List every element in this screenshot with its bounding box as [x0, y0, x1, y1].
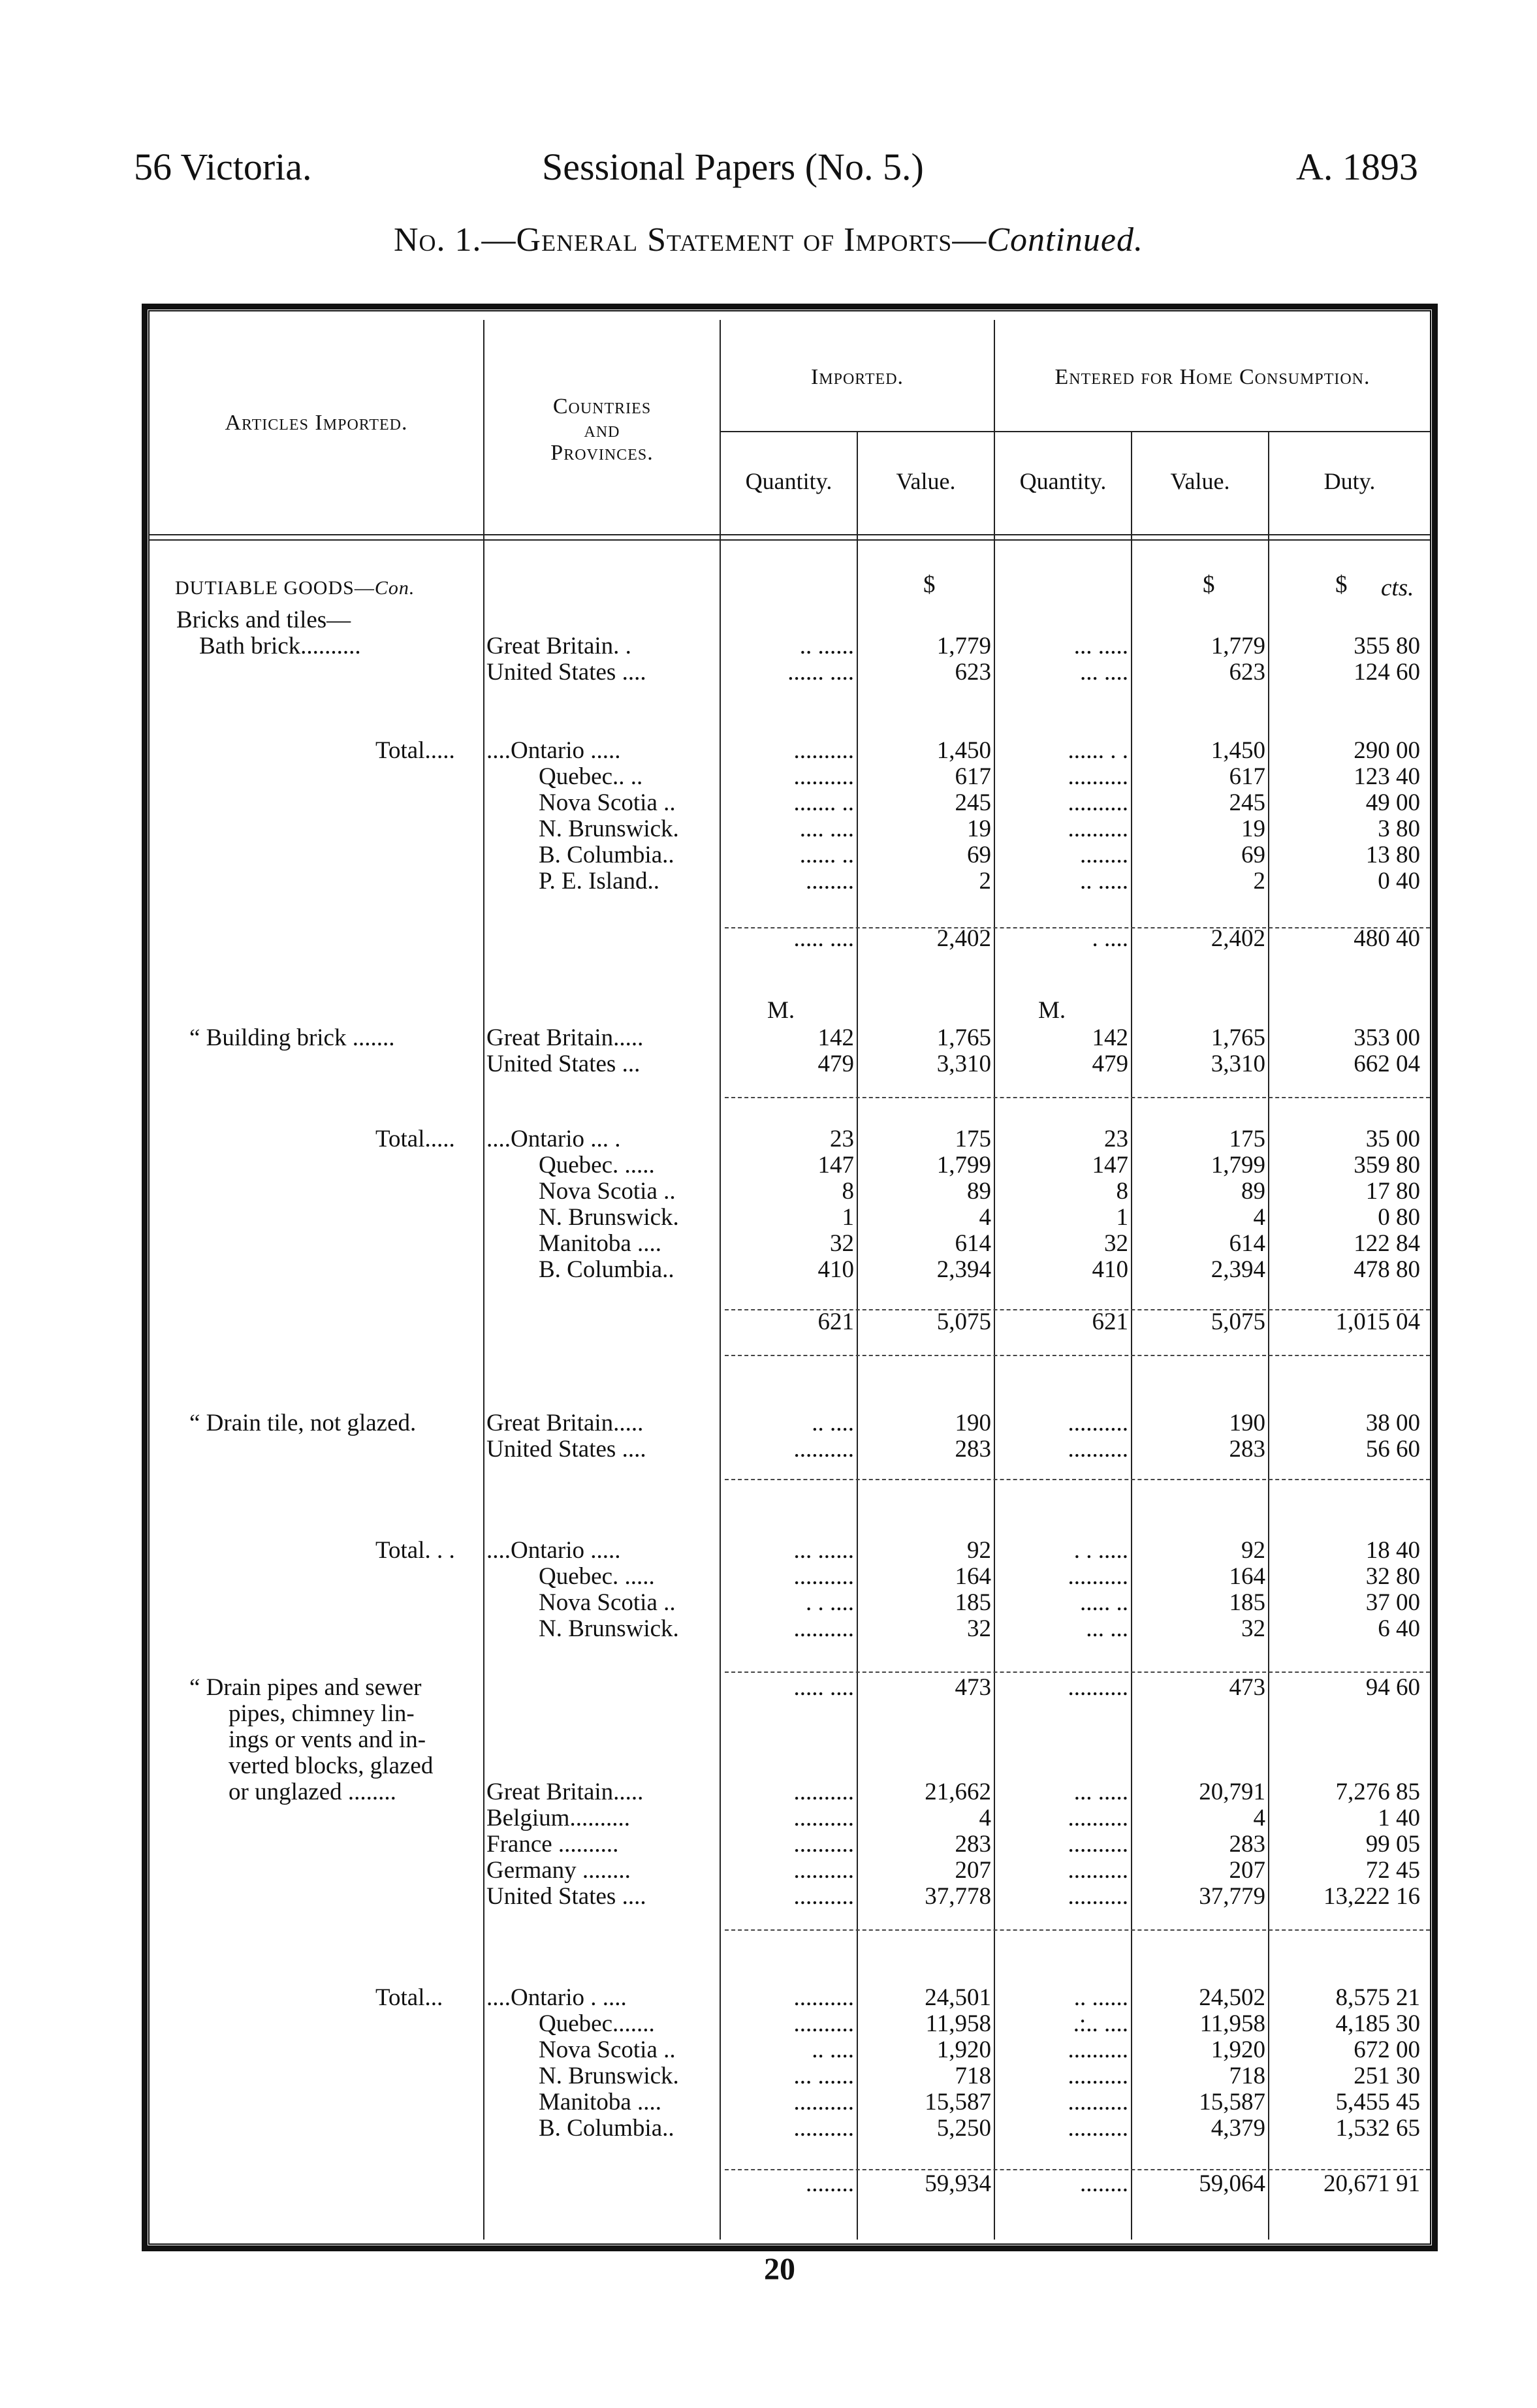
imported-value: 15,587: [925, 2089, 991, 2115]
entered-value: 614: [1229, 1230, 1265, 1257]
imported-quantity: ..... ....: [793, 1674, 854, 1701]
article-name: pipes, chimney lin-: [229, 1700, 415, 1727]
imported-value: 207: [955, 1857, 991, 1884]
imported-quantity: ..........: [793, 2010, 854, 2037]
duty-amount: 0 40: [1378, 868, 1420, 895]
entered-value: 24,502: [1199, 1984, 1265, 2011]
entered-quantity: .. .....: [1080, 868, 1128, 895]
imported-value: 1,799: [936, 1152, 991, 1179]
col-imp-quantity: Quantity.: [745, 468, 832, 494]
imported-value: 3,310: [936, 1051, 991, 1077]
country-name: B. Columbia..: [539, 842, 674, 868]
entered-quantity: ...... . .: [1068, 737, 1128, 764]
imported-quantity: ..........: [793, 2115, 854, 2142]
entered-value: 3,310: [1211, 1051, 1265, 1077]
col-countries-line2: and: [584, 417, 620, 442]
imported-value: 164: [955, 1563, 991, 1590]
country-name: P. E. Island..: [539, 868, 659, 895]
imported-quantity: ........: [806, 2170, 854, 2197]
duty-amount: 38 00: [1365, 1410, 1420, 1436]
entered-quantity: ........: [1080, 842, 1128, 868]
article-name: Total.....: [375, 1126, 455, 1152]
article-name: “ Drain tile, not glazed.: [189, 1410, 417, 1436]
article-name: Total. . .: [375, 1537, 455, 1564]
entered-value: 718: [1229, 2063, 1265, 2089]
duty-amount: 32 80: [1365, 1563, 1420, 1590]
imported-value: 59,934: [925, 2170, 991, 2197]
entered-quantity: 142: [1092, 1024, 1128, 1051]
entered-quantity: 32: [1104, 1230, 1128, 1257]
country-name: Quebec. .....: [539, 1563, 655, 1590]
imported-value: 11,958: [925, 2010, 991, 2037]
imported-quantity: .. ....: [812, 2036, 854, 2063]
duty-amount: 355 80: [1354, 633, 1420, 659]
duty-amount: 480 40: [1354, 925, 1420, 952]
duty-amount: 94 60: [1365, 1674, 1420, 1701]
entered-quantity: ... ...: [1086, 1615, 1128, 1642]
section-label-continued: Con.: [374, 577, 415, 599]
imported-value: 4: [979, 1805, 991, 1831]
country-name: ....Ontario . ....: [486, 1984, 627, 2011]
imported-quantity: ..........: [793, 1984, 854, 2011]
duty-amount: 37 00: [1365, 1589, 1420, 1616]
imported-quantity: 410: [817, 1256, 854, 1283]
imported-value: 69: [967, 842, 991, 868]
duty-amount: 6 40: [1378, 1615, 1420, 1642]
duty-amount: 56 60: [1365, 1436, 1420, 1463]
imported-quantity: ..........: [793, 1883, 854, 1910]
imported-quantity: ..........: [793, 1831, 854, 1858]
entered-quantity: 23: [1104, 1126, 1128, 1152]
country-name: France ..........: [486, 1831, 619, 1858]
duty-amount: 672 00: [1354, 2036, 1420, 2063]
entered-value: 2,394: [1211, 1256, 1265, 1283]
imported-value: 2,402: [936, 925, 991, 952]
country-name: Great Britain.....: [486, 1779, 644, 1805]
entered-value: 1,450: [1211, 737, 1265, 764]
country-name: Nova Scotia ..: [539, 1178, 676, 1205]
cents-label: cts.: [1381, 575, 1414, 601]
country-name: Quebec.. ..: [539, 763, 643, 790]
entered-quantity: 621: [1092, 1308, 1128, 1335]
imported-quantity: ..... ....: [793, 925, 854, 952]
duty-amount: 1 40: [1378, 1805, 1420, 1831]
entered-value: 4: [1253, 1805, 1265, 1831]
entered-value: 19: [1241, 816, 1265, 842]
col-countries-line3: Provinces.: [550, 441, 654, 466]
entered-quantity: ..........: [1068, 1436, 1128, 1463]
dollar-sign: $: [1203, 571, 1215, 598]
imported-quantity: 23: [830, 1126, 854, 1152]
imported-quantity: ..........: [793, 1563, 854, 1590]
duty-amount: 7,276 85: [1335, 1779, 1420, 1805]
entered-value: 32: [1241, 1615, 1265, 1642]
col-ent-value: Value.: [1170, 468, 1230, 494]
entered-quantity: ..........: [1068, 763, 1128, 790]
imported-quantity: ..........: [793, 2089, 854, 2115]
country-name: N. Brunswick.: [539, 816, 679, 842]
imported-value: 190: [955, 1410, 991, 1436]
rule-header-bottom-2: [150, 539, 1430, 541]
imported-quantity: ..........: [793, 737, 854, 764]
imported-value: 245: [955, 789, 991, 816]
col-entered: Entered for Home Consumption.: [1054, 365, 1371, 389]
entered-quantity: ... .....: [1073, 1779, 1128, 1805]
entered-quantity: . ....: [1092, 925, 1128, 952]
duty-amount: 18 40: [1365, 1537, 1420, 1564]
section-label: [175, 575, 415, 602]
dollar-sign: $: [923, 571, 936, 598]
country-name: Belgium..........: [486, 1805, 630, 1831]
duty-amount: 8,575 21: [1335, 1984, 1420, 2011]
imported-value: 37,778: [925, 1883, 991, 1910]
imported-quantity: ...... ....: [787, 659, 854, 686]
imported-value: 2: [979, 868, 991, 895]
entered-quantity: ..........: [1068, 2089, 1128, 2115]
entered-quantity: ..........: [1068, 1674, 1128, 1701]
article-name: Total...: [375, 1984, 443, 2011]
duty-amount: 124 60: [1354, 659, 1420, 686]
duty-amount: 1,532 65: [1335, 2115, 1420, 2142]
entered-value: 5,075: [1211, 1308, 1265, 1335]
duty-amount: 1,015 04: [1335, 1308, 1420, 1335]
entered-quantity: 1: [1116, 1204, 1128, 1231]
duty-amount: 353 00: [1354, 1024, 1420, 1051]
imported-value: 473: [955, 1674, 991, 1701]
entered-quantity: ..........: [1068, 1563, 1128, 1590]
sum-rule: [725, 1355, 1430, 1356]
entered-value: 59,064: [1199, 2170, 1265, 2197]
duty-amount: 290 00: [1354, 737, 1420, 764]
rule-articles: [483, 320, 484, 2240]
entered-value: 623: [1229, 659, 1265, 686]
duty-amount: 13 80: [1365, 842, 1420, 868]
imported-quantity: ........: [806, 868, 854, 895]
imported-value: 283: [955, 1436, 991, 1463]
duty-amount: 5,455 45: [1335, 2089, 1420, 2115]
country-name: Nova Scotia ..: [539, 2036, 676, 2063]
imported-value: 1,920: [936, 2036, 991, 2063]
imported-quantity: 1: [842, 1204, 854, 1231]
country-name: B. Columbia..: [539, 1256, 674, 1283]
entered-value: 89: [1241, 1178, 1265, 1205]
imported-quantity: . . ....: [806, 1589, 854, 1616]
article-name: Total.....: [375, 737, 455, 764]
entered-quantity: ..........: [1068, 789, 1128, 816]
imported-value: 718: [955, 2063, 991, 2089]
entered-value: 92: [1241, 1537, 1265, 1564]
entered-quantity: 8: [1116, 1178, 1128, 1205]
duty-amount: 251 30: [1354, 2063, 1420, 2089]
imported-quantity: ..........: [793, 1779, 854, 1805]
col-countries: [484, 395, 720, 465]
imported-quantity: 621: [817, 1308, 854, 1335]
statement-title-main: No. 1.—General Statement of Imports—: [394, 221, 987, 259]
imported-quantity: ..........: [793, 1857, 854, 1884]
article-name: verted blocks, glazed: [229, 1752, 434, 1779]
entered-value: 283: [1229, 1831, 1265, 1858]
entered-quantity: 147: [1092, 1152, 1128, 1179]
imported-value: 32: [967, 1615, 991, 1642]
col-articles: Articles Imported.: [225, 411, 408, 435]
sum-rule: [725, 1097, 1430, 1098]
imported-quantity: ..........: [793, 1615, 854, 1642]
entered-value: 1,765: [1211, 1024, 1265, 1051]
country-name: Quebec. .....: [539, 1152, 655, 1179]
imported-value: 89: [967, 1178, 991, 1205]
imported-quantity: 479: [817, 1051, 854, 1077]
entered-value: 4,379: [1211, 2115, 1265, 2142]
entered-value: 2: [1253, 868, 1265, 895]
entered-value: 245: [1229, 789, 1265, 816]
entered-quantity: ..........: [1068, 816, 1128, 842]
imported-value: 2,394: [936, 1256, 991, 1283]
country-name: Germany ........: [486, 1857, 631, 1884]
imported-value: 283: [955, 1831, 991, 1858]
article-name: or unglazed ........: [229, 1779, 396, 1805]
country-name: Nova Scotia ..: [539, 1589, 676, 1616]
duty-amount: 478 80: [1354, 1256, 1420, 1283]
entered-quantity: .. ......: [1073, 1984, 1128, 2011]
rule-header-bottom: [150, 534, 1430, 535]
imported-value: 5,250: [936, 2115, 991, 2142]
col-countries-line1: Countries: [552, 394, 652, 419]
duty-amount: 0 80: [1378, 1204, 1420, 1231]
imported-quantity: 142: [817, 1024, 854, 1051]
imported-quantity: ....... ..: [793, 789, 854, 816]
entered-value: 37,779: [1199, 1883, 1265, 1910]
entered-value: 1,920: [1211, 2036, 1265, 2063]
imported-value: 175: [955, 1126, 991, 1152]
imported-quantity: .. ....: [812, 1410, 854, 1436]
entered-value: 11,958: [1199, 2010, 1265, 2037]
entered-value: 2,402: [1211, 925, 1265, 952]
country-name: ....Ontario .....: [486, 737, 621, 764]
country-name: United States ....: [486, 659, 646, 686]
country-name: ....Ontario .....: [486, 1537, 621, 1564]
entered-value: 190: [1229, 1410, 1265, 1436]
entered-quantity: ..........: [1068, 2063, 1128, 2089]
entered-value: 20,791: [1199, 1779, 1265, 1805]
country-name: N. Brunswick.: [539, 1204, 679, 1231]
country-name: United States ....: [486, 1436, 646, 1463]
imported-value: 617: [955, 763, 991, 790]
imported-quantity: ..........: [793, 1436, 854, 1463]
country-name: Quebec.......: [539, 2010, 655, 2037]
entered-value: 185: [1229, 1589, 1265, 1616]
duty-amount: 3 80: [1378, 816, 1420, 842]
duty-amount: 49 00: [1365, 789, 1420, 816]
col-ent-quantity: Quantity.: [1019, 468, 1107, 494]
duty-amount: 35 00: [1365, 1126, 1420, 1152]
imported-value: 92: [967, 1537, 991, 1564]
imported-value: 1,765: [936, 1024, 991, 1051]
entered-value: 69: [1241, 842, 1265, 868]
country-name: B. Columbia..: [539, 2115, 674, 2142]
article-name: “ Building brick .......: [189, 1024, 395, 1051]
duty-amount: 122 84: [1354, 1230, 1420, 1257]
imported-quantity: 147: [817, 1152, 854, 1179]
entered-quantity: ..........: [1068, 1805, 1128, 1831]
entered-quantity: 479: [1092, 1051, 1128, 1077]
country-name: Great Britain.....: [486, 1410, 644, 1436]
rule-ent-qty: [1131, 431, 1132, 2240]
country-name: ....Ontario ... .: [486, 1126, 621, 1152]
imported-value: 614: [955, 1230, 991, 1257]
duty-amount: 17 80: [1365, 1178, 1420, 1205]
imported-value: 623: [955, 659, 991, 686]
sum-rule: [725, 1671, 1430, 1673]
entered-quantity: M.: [1038, 997, 1066, 1024]
duty-amount: 72 45: [1365, 1857, 1420, 1884]
article-name: Bricks and tiles—: [176, 607, 351, 633]
sum-rule: [725, 1929, 1430, 1931]
imported-quantity: ...... ..: [799, 842, 854, 868]
imported-value: 24,501: [925, 1984, 991, 2011]
imported-quantity: .... ....: [799, 816, 854, 842]
entered-value: 207: [1229, 1857, 1265, 1884]
article-name: Bath brick..........: [199, 633, 361, 659]
entered-quantity: ..........: [1068, 1883, 1128, 1910]
rule-header-split: [721, 431, 1430, 432]
country-name: United States ....: [486, 1883, 646, 1910]
entered-quantity: ..........: [1068, 2036, 1128, 2063]
entered-quantity: . . .....: [1073, 1537, 1128, 1564]
imported-quantity: M.: [767, 997, 795, 1024]
imported-value: 185: [955, 1589, 991, 1616]
col-imp-value: Value.: [896, 468, 956, 494]
section-label-main: DUTIABLE GOODS—: [175, 577, 375, 599]
entered-quantity: .:.. ....: [1073, 2010, 1128, 2037]
imported-quantity: ..........: [793, 763, 854, 790]
imported-quantity: 8: [842, 1178, 854, 1205]
duty-amount: 662 04: [1354, 1051, 1420, 1077]
article-name: “ Drain pipes and sewer: [189, 1674, 422, 1701]
duty-amount: 99 05: [1365, 1831, 1420, 1858]
imported-quantity: 32: [830, 1230, 854, 1257]
imported-quantity: .. ......: [799, 633, 854, 659]
article-name: ings or vents and in-: [229, 1726, 426, 1753]
country-name: Great Britain. .: [486, 633, 631, 659]
entered-quantity: ... ....: [1080, 659, 1128, 686]
country-name: Manitoba ....: [539, 1230, 662, 1257]
duty-amount: 13,222 16: [1323, 1883, 1420, 1910]
col-imported: Imported.: [810, 365, 904, 389]
entered-value: 617: [1229, 763, 1265, 790]
header-papers: Sessional Papers (No. 5.): [542, 146, 924, 188]
country-name: Manitoba ....: [539, 2089, 662, 2115]
entered-value: 4: [1253, 1204, 1265, 1231]
rule-imp-qty: [857, 431, 858, 2240]
imported-value: 1,779: [936, 633, 991, 659]
entered-value: 175: [1229, 1126, 1265, 1152]
entered-quantity: ... .....: [1073, 633, 1128, 659]
country-name: United States ...: [486, 1051, 641, 1077]
imported-quantity: ..........: [793, 1805, 854, 1831]
rule-imp-val: [994, 320, 995, 2240]
entered-value: 15,587: [1199, 2089, 1265, 2115]
duty-amount: 123 40: [1354, 763, 1420, 790]
header-volume: 56 Victoria.: [134, 146, 312, 188]
country-name: Great Britain.....: [486, 1024, 644, 1051]
entered-quantity: ..........: [1068, 1857, 1128, 1884]
entered-quantity: ..........: [1068, 1410, 1128, 1436]
statement-title: [0, 221, 1537, 259]
imported-value: 19: [967, 816, 991, 842]
entered-value: 473: [1229, 1674, 1265, 1701]
imported-value: 21,662: [925, 1779, 991, 1805]
sum-rule: [725, 1479, 1430, 1480]
country-name: Nova Scotia ..: [539, 789, 676, 816]
header-year: A. 1893: [1296, 146, 1418, 188]
entered-quantity: ..... ..: [1080, 1589, 1128, 1616]
duty-amount: 20,671 91: [1323, 2170, 1420, 2197]
imported-value: 1,450: [936, 737, 991, 764]
imported-value: 4: [979, 1204, 991, 1231]
entered-value: 283: [1229, 1436, 1265, 1463]
entered-value: 1,779: [1211, 633, 1265, 659]
entered-value: 164: [1229, 1563, 1265, 1590]
duty-amount: 359 80: [1354, 1152, 1420, 1179]
statement-title-continued: Continued.: [987, 221, 1143, 259]
entered-value: 1,799: [1211, 1152, 1265, 1179]
entered-quantity: ..........: [1068, 2115, 1128, 2142]
col-duty: Duty.: [1323, 468, 1376, 494]
rule-countries: [720, 320, 721, 2240]
imported-value: 5,075: [936, 1308, 991, 1335]
page-number: 20: [764, 2252, 795, 2287]
duty-amount: 4,185 30: [1335, 2010, 1420, 2037]
dollar-sign: $: [1335, 571, 1348, 598]
entered-quantity: 410: [1092, 1256, 1128, 1283]
country-name: N. Brunswick.: [539, 2063, 679, 2089]
entered-quantity: ..........: [1068, 1831, 1128, 1858]
imported-quantity: ... ......: [793, 1537, 854, 1564]
rule-ent-val: [1268, 431, 1269, 2240]
imported-quantity: ... ......: [793, 2063, 854, 2089]
entered-quantity: ........: [1080, 2170, 1128, 2197]
country-name: N. Brunswick.: [539, 1615, 679, 1642]
